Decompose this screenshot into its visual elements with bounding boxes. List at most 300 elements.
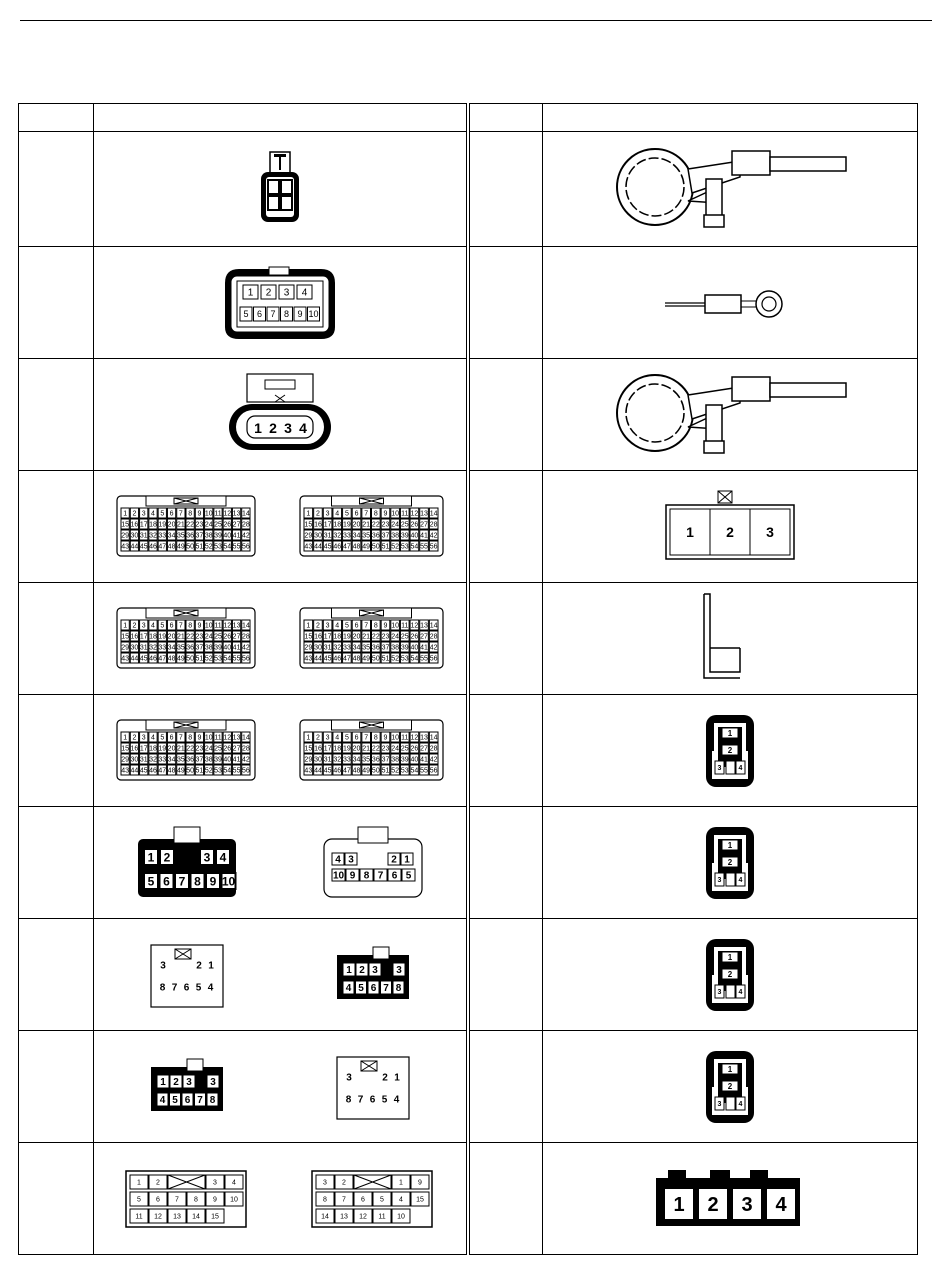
pin-label: 55 <box>232 767 241 775</box>
pin-label: 45 <box>139 767 148 775</box>
pin-cell <box>121 631 129 641</box>
pin-cell <box>391 754 400 764</box>
pin-label: 27 <box>420 745 428 753</box>
pin-cell <box>766 1188 796 1220</box>
pin-cell <box>130 743 138 753</box>
pin-label: 6 <box>169 734 174 742</box>
pin-cell <box>130 631 138 641</box>
pin-cell <box>167 642 175 652</box>
pin-label: 30 <box>313 644 322 652</box>
pin-label: 6 <box>370 982 376 994</box>
pin-label: 9 <box>349 870 355 882</box>
pin-cell <box>304 519 313 529</box>
pin-cell <box>144 849 158 865</box>
pin-cell <box>241 620 249 630</box>
pin-label: 42 <box>241 644 250 652</box>
pin-cell <box>371 732 380 742</box>
pin-label: 7 <box>357 1094 363 1106</box>
pin-label: 38 <box>204 644 213 652</box>
pin-label: 54 <box>223 655 231 663</box>
pin-cell <box>232 541 240 551</box>
pin-label: 39 <box>400 532 409 540</box>
pin-label: 6 <box>360 1196 365 1204</box>
pin-label: 4 <box>150 622 155 630</box>
8-pin-connector-male <box>333 945 413 1005</box>
pin-label: 2 <box>727 1081 733 1091</box>
pin-label: 12 <box>223 734 231 742</box>
pin-cell <box>130 642 138 652</box>
pin-label: 19 <box>158 745 166 753</box>
pin-cell <box>726 985 735 998</box>
pin-cell <box>148 642 156 652</box>
pin-label: 22 <box>185 745 194 753</box>
pin-label: 36 <box>371 532 380 540</box>
pin-label: 40 <box>410 532 419 540</box>
pin-cell <box>167 530 175 540</box>
pin-cell <box>381 642 390 652</box>
pin-cell <box>243 285 258 299</box>
pin-label: 8 <box>209 1094 216 1106</box>
pin-label: 1 <box>403 854 410 866</box>
pin-cell <box>352 519 361 529</box>
pin-label: 5 <box>344 510 349 518</box>
pin-cell <box>223 732 231 742</box>
pin-cell <box>420 508 429 518</box>
pin-label: 50 <box>371 655 380 663</box>
pin-cell <box>294 307 306 321</box>
pin-label: 31 <box>323 756 332 764</box>
diagram-cell-right <box>543 695 918 807</box>
pin-label: 51 <box>381 655 390 663</box>
pin-cell <box>342 642 351 652</box>
pin-label: 28 <box>241 633 250 641</box>
pin-label: 4 <box>334 854 341 866</box>
pin-cell <box>232 642 240 652</box>
pin-cell <box>381 631 390 641</box>
diagram-cell-right <box>543 1143 918 1255</box>
row-label-left <box>19 807 94 919</box>
pin-cell <box>352 642 361 652</box>
pin-label: 12 <box>410 734 419 742</box>
ecu-connector-right <box>294 606 449 672</box>
pin-cell <box>168 1209 186 1223</box>
pin-label: 6 <box>369 1094 375 1106</box>
pin-cell <box>726 761 735 774</box>
pin-cell <box>187 1192 205 1206</box>
pin-cell <box>356 963 368 976</box>
pin-label: 1 <box>136 1179 141 1187</box>
pin-label: 3 <box>283 287 290 299</box>
pin-label: 1 <box>306 622 311 630</box>
pin-label: 54 <box>223 767 231 775</box>
pin-label: 21 <box>176 633 185 641</box>
pin-cell <box>167 508 175 518</box>
pin-cell <box>307 307 319 321</box>
pin-label: 32 <box>333 756 342 764</box>
pin-label: 26 <box>410 521 419 529</box>
pin-label: 41 <box>420 532 428 540</box>
connector-diagram <box>94 144 466 234</box>
pin-cell <box>186 541 194 551</box>
pin-label: 44 <box>130 767 138 775</box>
pin-cell <box>225 1192 243 1206</box>
pin-label: 23 <box>195 633 203 641</box>
pin-cell <box>121 508 129 518</box>
pin-label: 13 <box>420 510 428 518</box>
pin-cell <box>354 1192 372 1206</box>
pin-label: 2 <box>727 969 733 979</box>
pin-cell <box>195 642 203 652</box>
pin-cell <box>391 1093 402 1106</box>
pin-label: 44 <box>313 655 322 663</box>
pin-label: 23 <box>381 521 390 529</box>
pin-label: 13 <box>339 1213 348 1221</box>
pin-label: 15 <box>120 633 129 641</box>
pin-label: 36 <box>185 756 194 764</box>
pin-label: 1 <box>727 840 733 850</box>
pin-cell <box>381 754 390 764</box>
pin-label: 14 <box>429 622 438 630</box>
pin-cell <box>420 732 429 742</box>
pin-cell <box>176 541 184 551</box>
pin-label: 48 <box>167 655 176 663</box>
pin-label: 3 <box>325 510 330 518</box>
pin-cell <box>400 743 409 753</box>
pin-label: 39 <box>213 532 222 540</box>
pin-cell <box>410 754 419 764</box>
pin-label: 3 <box>203 849 211 864</box>
pin-label: 43 <box>304 543 313 551</box>
pin-cell <box>149 1175 167 1189</box>
pin-label: 55 <box>420 655 428 663</box>
pin-cell <box>130 620 138 630</box>
pin-label: 43 <box>120 767 129 775</box>
diagram-cell-left <box>94 583 468 695</box>
pin-label: 3 <box>717 1100 722 1108</box>
pin-label: 27 <box>232 521 241 529</box>
pin-cell <box>391 519 400 529</box>
pin-cell <box>393 981 404 994</box>
pin-cell <box>223 631 231 641</box>
pin-cell <box>429 631 438 641</box>
pin-cell <box>342 732 351 742</box>
pin-label: 5 <box>344 734 349 742</box>
pin-label: 37 <box>195 532 203 540</box>
pin-label: 37 <box>381 644 390 652</box>
table-row <box>19 471 918 583</box>
pin-cell <box>223 765 231 775</box>
pin-label: 49 <box>176 655 185 663</box>
pin-cell <box>241 653 249 663</box>
pin-label: 34 <box>352 532 361 540</box>
pin-label: 11 <box>400 734 409 742</box>
pin-cell <box>130 541 138 551</box>
pin-label: 21 <box>362 521 370 529</box>
pin-label: 4 <box>335 622 340 630</box>
pin-cell <box>121 732 129 742</box>
pin-label: 46 <box>148 543 157 551</box>
pin-cell <box>342 541 351 551</box>
pin-cell <box>158 508 166 518</box>
pin-label: 30 <box>130 532 138 540</box>
pin-label: 31 <box>323 644 332 652</box>
pin-cell <box>232 754 240 764</box>
pin-cell <box>371 620 380 630</box>
pin-cell <box>204 620 212 630</box>
top-rule <box>20 20 932 21</box>
pin-cell <box>204 530 212 540</box>
pin-cell <box>304 631 313 641</box>
pin-cell <box>253 307 265 321</box>
pin-label: 26 <box>410 633 419 641</box>
pin-label: 1 <box>253 419 262 436</box>
pin-cell <box>204 508 212 518</box>
pin-label: 15 <box>210 1213 219 1221</box>
pin-cell <box>402 869 415 882</box>
pin-label: 44 <box>313 767 322 775</box>
pin-cell <box>381 530 390 540</box>
diagram-cell-right <box>543 247 918 359</box>
pin-label: 19 <box>342 521 351 529</box>
pin-label: 40 <box>410 756 419 764</box>
pin-cell <box>304 642 313 652</box>
pin-cell <box>429 743 438 753</box>
pin-label: 30 <box>130 644 138 652</box>
pin-label: 26 <box>223 745 231 753</box>
pin-label: 28 <box>429 633 438 641</box>
pin-cell <box>429 754 438 764</box>
pin-label: 9 <box>383 622 388 630</box>
pin-cell <box>148 743 156 753</box>
pin-label: 32 <box>148 756 157 764</box>
pin-cell <box>130 1209 148 1223</box>
pin-cell <box>241 541 249 551</box>
pin-label: 49 <box>362 655 370 663</box>
pin-label: 9 <box>209 873 217 888</box>
pin-cell <box>379 1071 391 1084</box>
pin-label: 38 <box>391 532 399 540</box>
pin-cell <box>374 869 387 882</box>
pin-cell <box>316 1209 334 1223</box>
pin-cell <box>167 743 175 753</box>
pin-cell <box>698 1188 728 1220</box>
pin-cell <box>130 530 138 540</box>
pin-cell <box>241 765 249 775</box>
pin-cell <box>420 541 429 551</box>
pin-cell <box>158 732 166 742</box>
pin-cell <box>304 541 313 551</box>
pin-label: 20 <box>167 745 176 753</box>
pin-cell <box>371 541 380 551</box>
pin-label: 26 <box>410 745 419 753</box>
pin-label: 6 <box>169 510 174 518</box>
pin-label: 25 <box>400 633 409 641</box>
pin-label: 1 <box>122 734 127 742</box>
pin-label: 16 <box>130 521 138 529</box>
pin-label: 39 <box>213 644 222 652</box>
row-label-right <box>468 583 543 695</box>
pin-label: 28 <box>241 745 250 753</box>
pin-cell <box>157 981 168 994</box>
pin-cell <box>213 653 221 663</box>
pin-label: 2 <box>727 857 733 867</box>
pin-label: 53 <box>213 543 222 551</box>
pin-cell <box>400 620 409 630</box>
pin-label: 54 <box>410 543 419 551</box>
pin-label: 50 <box>185 655 194 663</box>
table-row <box>19 695 918 807</box>
pin-label: 9 <box>383 510 388 518</box>
pin-cell <box>186 754 194 764</box>
pin-label: 52 <box>391 543 399 551</box>
pin-label: 18 <box>148 521 157 529</box>
pin-label: 6 <box>163 873 170 888</box>
pin-label: 2 <box>163 849 171 864</box>
pin-cell <box>715 985 724 998</box>
pin-label: 11 <box>135 1213 143 1221</box>
10-pin-connector-female <box>318 823 428 903</box>
pin-cell <box>368 981 379 994</box>
pin-cell <box>167 653 175 663</box>
diagram-cell-right <box>543 583 918 695</box>
pin-cell <box>715 873 724 886</box>
pin-label: 1 <box>306 510 311 518</box>
pin-label: 29 <box>304 532 313 540</box>
pin-cell <box>732 1188 762 1220</box>
pin-cell <box>176 631 184 641</box>
pin-cell <box>195 732 203 742</box>
pin-cell <box>187 1209 205 1223</box>
pin-label: 8 <box>193 1196 198 1204</box>
row-label-right <box>468 132 543 247</box>
pin-cell <box>369 963 381 976</box>
pin-label: 10 <box>204 622 213 630</box>
pin-cell <box>148 653 156 663</box>
pin-label: 14 <box>241 734 250 742</box>
table-row <box>19 359 918 471</box>
pin-label: 23 <box>381 633 390 641</box>
pin-cell <box>213 530 221 540</box>
pin-label: 5 <box>147 873 155 888</box>
pin-cell <box>223 743 231 753</box>
pin-label: 52 <box>391 655 399 663</box>
pin-label: 5 <box>195 982 202 994</box>
pin-label: 1 <box>727 952 733 962</box>
pin-label: 50 <box>185 543 194 551</box>
pin-label: 26 <box>223 633 231 641</box>
pin-label: 43 <box>120 655 129 663</box>
pin-label: 48 <box>167 543 176 551</box>
pin-label: 14 <box>320 1213 329 1221</box>
pin-cell <box>371 754 380 764</box>
pin-label: 2 <box>315 734 320 742</box>
pin-cell <box>715 761 724 774</box>
pin-label: 22 <box>371 521 380 529</box>
pin-label: 28 <box>429 745 438 753</box>
pin-label: 35 <box>362 756 370 764</box>
pin-label: 24 <box>391 521 399 529</box>
row-label-right <box>468 807 543 919</box>
pin-label: 7 <box>364 734 369 742</box>
pin-cell <box>333 631 342 641</box>
pin-label: 41 <box>232 532 241 540</box>
pin-cell <box>323 541 332 551</box>
pin-cell <box>304 620 313 630</box>
pin-cell <box>371 653 380 663</box>
pin-label: 6 <box>256 308 262 319</box>
pin-label: 21 <box>362 633 370 641</box>
pin-cell <box>232 508 240 518</box>
pin-label: 3 <box>160 960 166 972</box>
pin-cell <box>223 642 231 652</box>
pin-label: 42 <box>429 644 438 652</box>
pin-cell <box>139 541 147 551</box>
connector-diagram <box>94 823 466 903</box>
pin-cell <box>206 1175 224 1189</box>
pin-cell <box>314 620 323 630</box>
pin-label: 24 <box>204 521 213 529</box>
pin-cell <box>204 653 212 663</box>
pin-cell <box>420 642 429 652</box>
pin-label: 47 <box>342 655 351 663</box>
pin-cell <box>410 642 419 652</box>
pin-label: 2 <box>707 1193 719 1216</box>
pin-label: 25 <box>213 633 222 641</box>
pin-cell <box>204 732 212 742</box>
pin-cell <box>176 642 184 652</box>
pin-label: 14 <box>429 510 438 518</box>
connector-diagram <box>94 935 466 1015</box>
pin-label: 32 <box>148 532 157 540</box>
pin-label: 34 <box>167 644 176 652</box>
pin-label: 2 <box>196 960 202 972</box>
pin-cell <box>158 754 166 764</box>
ground-bracket <box>700 592 760 686</box>
pin-cell <box>429 530 438 540</box>
ecu-connector-right <box>294 718 449 784</box>
pin-label: 40 <box>223 756 231 764</box>
diagram-cell-left <box>94 1031 468 1143</box>
pin-label: 26 <box>223 521 231 529</box>
pin-label: 12 <box>358 1213 367 1221</box>
pin-label: 47 <box>158 655 166 663</box>
pin-label: 42 <box>429 756 438 764</box>
pin-cell <box>232 530 240 540</box>
pin-cell <box>392 1209 410 1223</box>
pin-cell <box>157 1075 169 1088</box>
pin-label: 27 <box>420 633 428 641</box>
pin-cell <box>410 732 419 742</box>
pin-cell <box>410 530 419 540</box>
row-label-right <box>468 1143 543 1255</box>
pin-cell <box>391 620 400 630</box>
pin-label: 48 <box>352 543 361 551</box>
pin-cell <box>223 620 231 630</box>
pin-cell <box>167 620 175 630</box>
header-cell-4 <box>543 104 918 132</box>
pin-cell <box>205 981 216 994</box>
pin-cell <box>167 754 175 764</box>
pin-cell <box>323 631 332 641</box>
pin-cell <box>391 530 400 540</box>
pin-cell <box>207 1093 218 1106</box>
pin-label: 55 <box>232 655 241 663</box>
pin-label: 1 <box>727 728 733 738</box>
row-label-left <box>19 919 94 1031</box>
pin-cell <box>429 765 438 775</box>
pin-label: 21 <box>362 745 370 753</box>
pin-label: 15 <box>415 1196 424 1204</box>
